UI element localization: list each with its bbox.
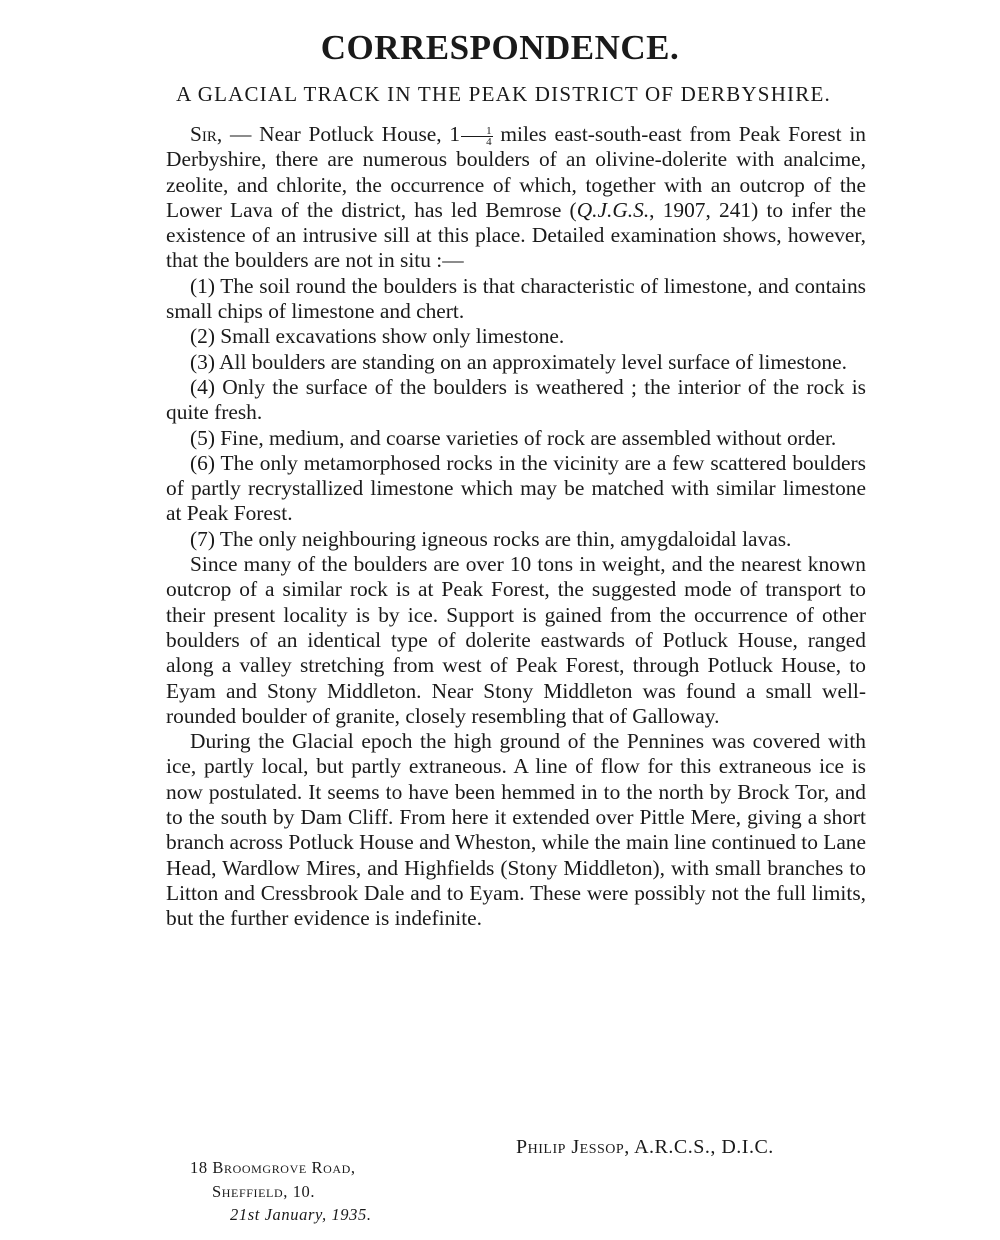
point-3: (3) All boulders are standing on an approximately level surface of limestone. <box>190 349 847 374</box>
point-4: (4) Only the surface of the boulders is weathered ; the interior of the rock is quite fresh. <box>166 374 866 425</box>
fraction-denominator: 4 <box>486 135 492 148</box>
letter-body <box>166 122 866 932</box>
salutation: Sir, <box>190 122 223 146</box>
glacial-paragraph: During the Glacial epoch the high ground of the Pennines was covered with ice, partly local, but partly extraneous. A line of flow for this extraneous ice is now postulated. It seems to have been hemmed in to the north by Brock Tor, and to the south by Dam Cliff. From here it extended over Pittle Mere, giving a short branch across Potluck House and Wheston, while the main line continued to Lane Head, Wardlow Mires, and Highfields (Stony Middleton), with small branches to Litton and Cressbrook Dale and to Eyam. These were possibly not the full limits, but the further evidence is indefinite. <box>166 729 866 931</box>
address-block <box>190 1156 372 1227</box>
signature <box>516 1134 774 1160</box>
letter-date: 21st January, 1935. <box>230 1205 372 1224</box>
point-5: (5) Fine, medium, and coarse varieties of rock are assembled without order. <box>190 425 837 450</box>
point-1: (1) The soil round the boulders is that characteristic of limestone, and contains small chips of limestone and chert. <box>166 273 866 324</box>
address-street: 18 Broomgrove Road, <box>190 1158 356 1177</box>
intro-text-b: , 1907, 241) to infer the existence of an intrusive sill at this place. Detailed examination shows, however, that the boulders are not in situ :— <box>166 197 867 273</box>
citation-journal: Q.J.G.S. <box>576 197 650 222</box>
author-name: Philip Jessop <box>516 1136 625 1158</box>
intro-paragraph <box>166 122 866 274</box>
fraction-quarter <box>461 126 493 147</box>
address-city: Sheffield, 10. <box>212 1181 316 1201</box>
fraction-numerator: 1 <box>461 126 493 137</box>
point-7: (7) The only neighbouring igneous rocks are thin, amygdaloidal lavas. <box>190 526 792 551</box>
article-title: A GLACIAL TRACK IN THE PEAK DISTRICT OF DERBYSHIRE. <box>176 82 831 106</box>
intro-lead: — Near Potluck House, 1 <box>222 122 461 146</box>
author-credentials: , A.R.C.S., D.I.C. <box>624 1136 774 1158</box>
transport-paragraph: Since many of the boulders are over 10 tons in weight, and the nearest known outcrop of a similar rock is at Peak Forest, the suggested mode of transport to their present locality is by ice. Support is gained from the occurrence of other boulders of an identical type of dolerite eastwards of Potluck House, ranged along a valley stretching from west of Peak Forest, through Potluck House, to Eyam and Stony Middleton. Near Stony Middleton was found a small well-rounded boulder of granite, closely resembling that of Galloway. <box>166 552 866 728</box>
point-2: (2) Small excavations show only limestone. <box>190 324 565 349</box>
page-title: CORRESPONDENCE. <box>320 28 680 67</box>
intro-text-a: miles east-south-east from Peak Forest in Derbyshire, there are numerous boulders of an olivine-dolerite with analcime, zeolite, and chlorite, the occurrence of which, together with an outcrop of the Lower Lava of the district, has led Bemrose ( <box>166 122 866 222</box>
point-6: (6) The only metamorphosed rocks in the vicinity are a few scattered boulders of partly recrystallized limestone which may be matched with similar limestone at Peak Forest. <box>166 450 866 526</box>
